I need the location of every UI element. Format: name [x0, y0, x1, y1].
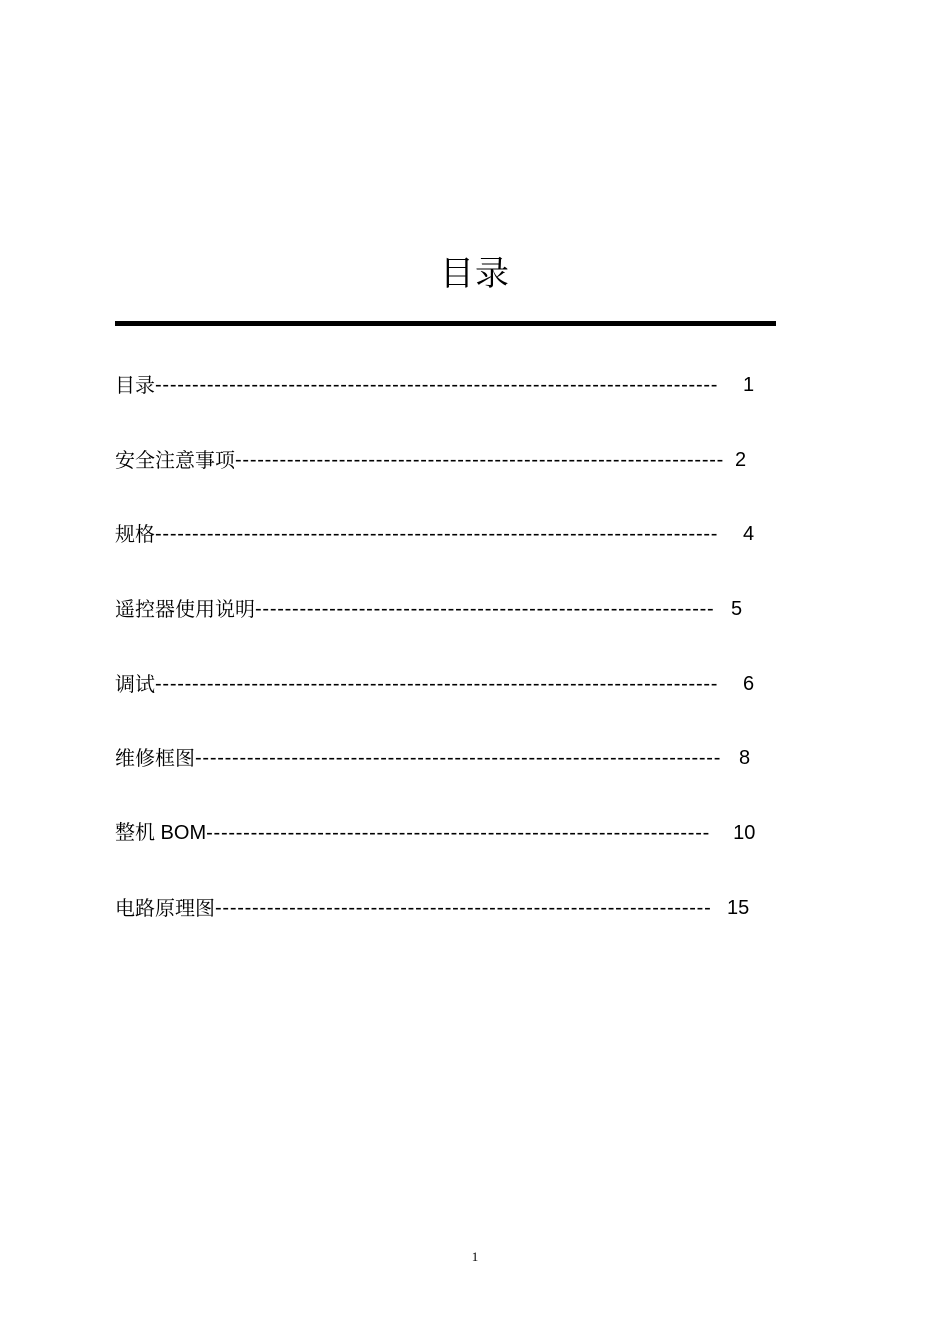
toc-entry[interactable] [115, 740, 755, 815]
toc-leader: ---------------------------------------------------------------------------- [155, 523, 719, 546]
toc-leader: ---------------------------------------------------------------------------- [155, 672, 719, 695]
toc-entry-page: 15 [727, 896, 750, 919]
toc-entry-page: 6 [743, 672, 755, 695]
toc-entry-page: 8 [739, 747, 751, 770]
toc-entry-page: 4 [743, 523, 755, 546]
toc-entry[interactable] [115, 516, 755, 591]
toc-entry[interactable] [115, 367, 755, 442]
page-number: 1 [471, 1249, 479, 1264]
table-of-contents [115, 367, 755, 965]
toc-entry-label: 电路原理图 [115, 895, 215, 920]
toc-entry-page: 10 [733, 822, 756, 845]
toc-leader: ------------------------------------------------------------------ [235, 448, 725, 471]
toc-entry[interactable] [115, 442, 755, 517]
toc-leader: ----------------------------------------------------------------------- [195, 747, 722, 770]
toc-leader: ---------------------------------------------------------------------------- [155, 374, 719, 396]
toc-entry[interactable] [115, 666, 755, 741]
toc-leader: -------------------------------------------------------------- [255, 598, 715, 621]
toc-entry-label: 安全注意事项 [115, 447, 235, 472]
toc-entry-label: 规格 [115, 522, 155, 547]
toc-entry-label: 调试 [115, 671, 155, 696]
toc-entry-label: 目录 [115, 373, 155, 397]
toc-entry-label: 整机 BOM [115, 822, 207, 845]
title-divider [115, 321, 776, 326]
toc-entry-page: 5 [731, 598, 743, 621]
toc-entry-label: 遥控器使用说明 [115, 597, 255, 622]
toc-entry-page: 2 [735, 448, 747, 471]
page-title: 目录 [440, 254, 510, 294]
toc-entry-page: 1 [743, 374, 755, 396]
toc-entry[interactable] [115, 591, 755, 666]
toc-leader: -------------------------------------------------------------------- [206, 822, 711, 845]
toc-entry[interactable] [115, 890, 755, 965]
toc-leader: ------------------------------------------------------------------- [215, 896, 712, 919]
toc-entry-label: 维修框图 [115, 746, 195, 771]
toc-entry[interactable] [115, 815, 755, 890]
